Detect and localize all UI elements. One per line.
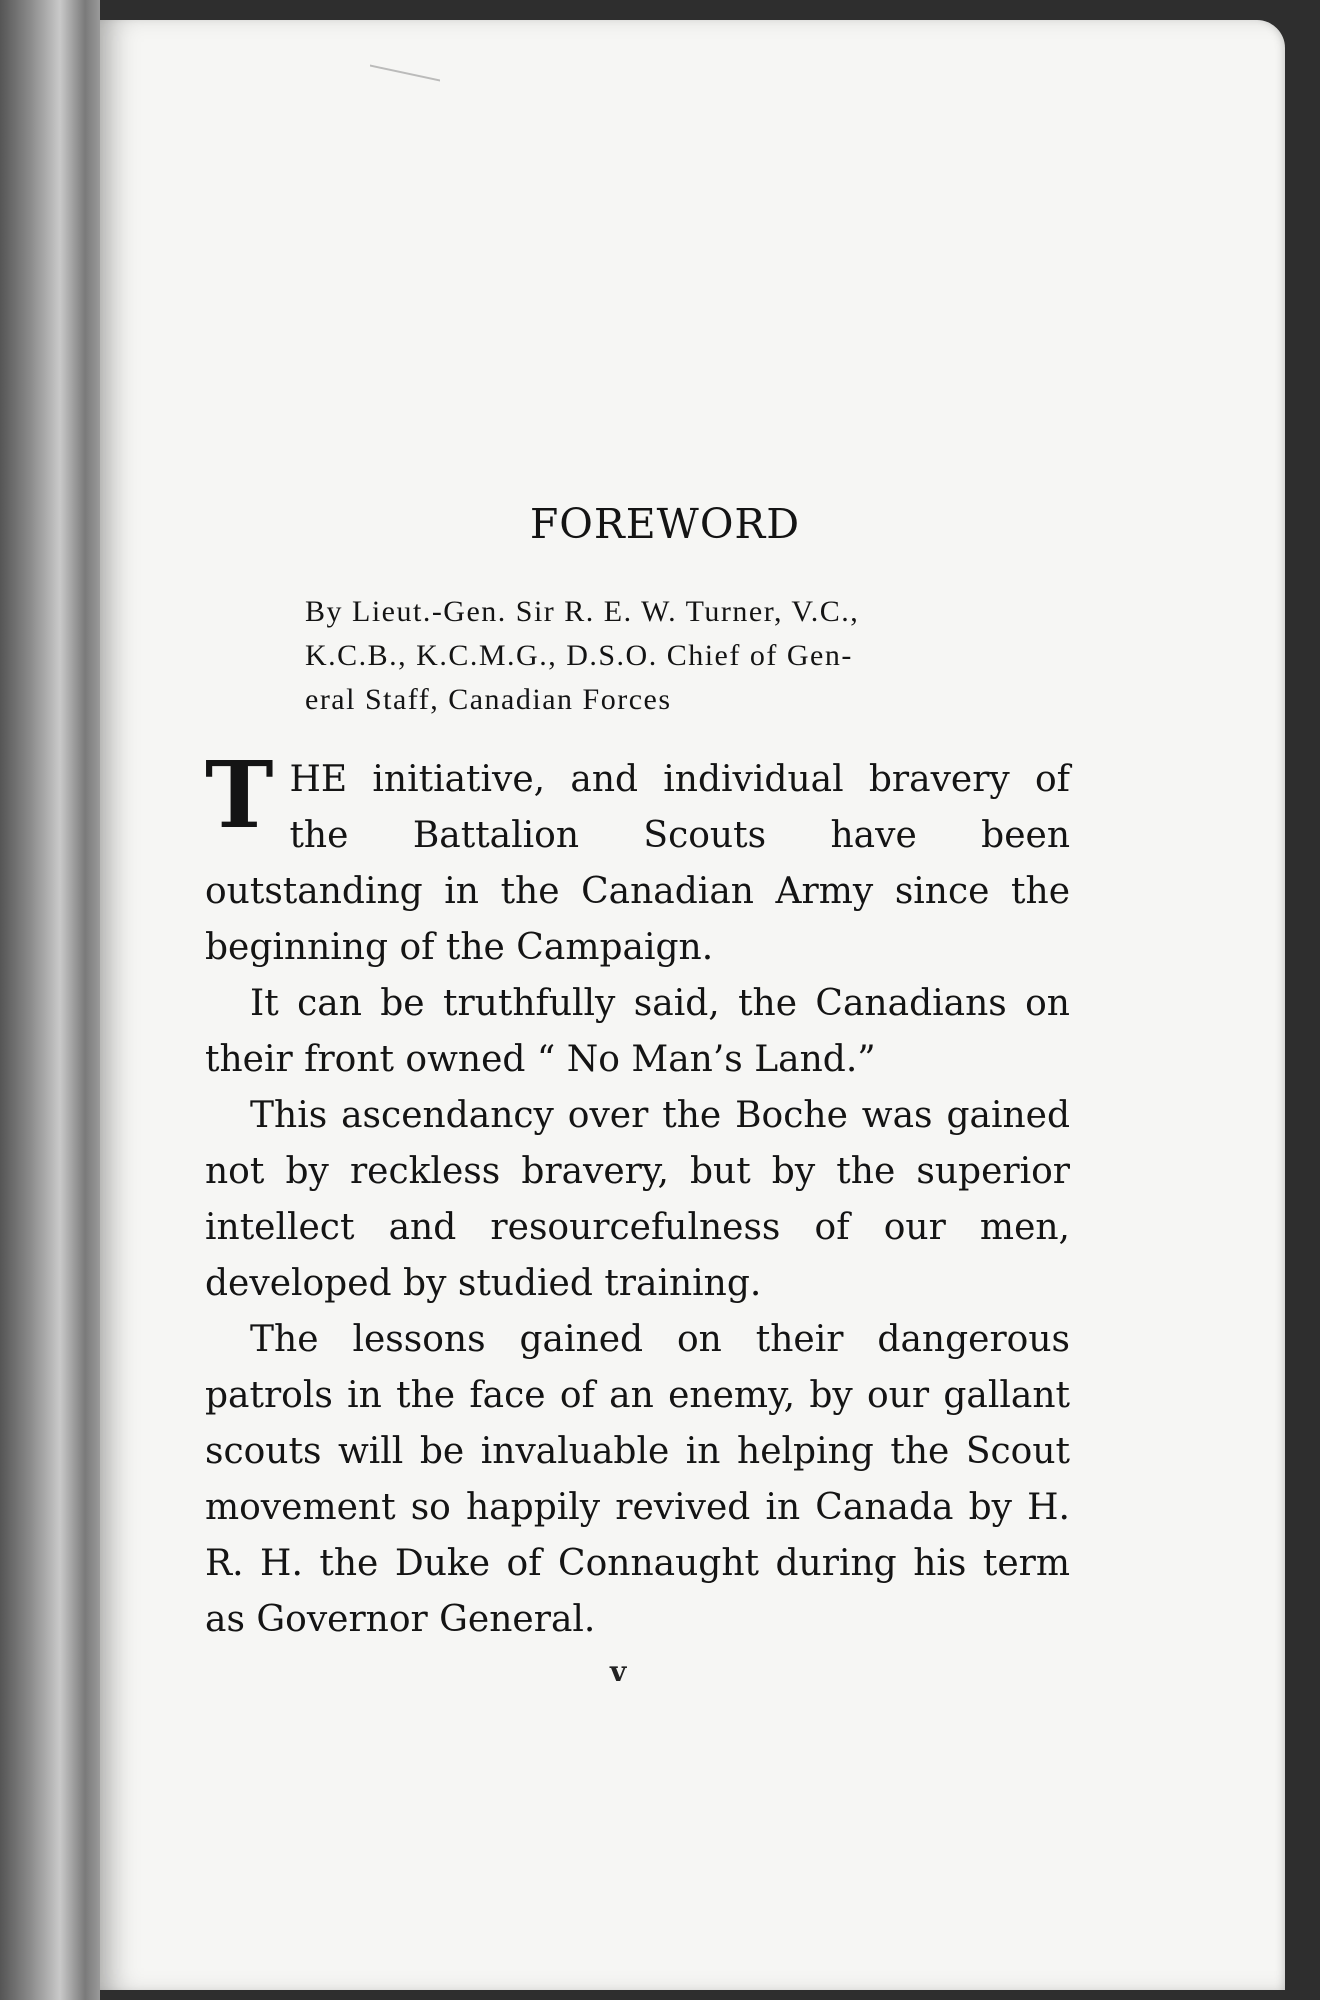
paragraph-4: The lessons gained on their dangerous patrols in the face of an enemy, by our gallant scouts will be invaluable in helping the Scout movement so happily revived in Canada by H. R. H. the Duke of Connaught during his term as Governor General. [205, 1319, 1070, 1640]
paragraph-3: This ascendancy over the Boche was gained not by reckless bravery, but by the superior intellect and resourcefulness of our men, developed by studied training. [205, 1095, 1070, 1304]
foreword-body [205, 741, 1070, 1648]
byline-line-2: K.C.B., K.C.M.G., D.S.O. Chief of Gen- [305, 639, 853, 672]
paragraph-2: It can be truthfully said, the Canadians on their front owned “ No Man’s Land.” [205, 983, 1070, 1080]
author-byline [255, 590, 1070, 722]
paragraph-1 [205, 741, 1070, 976]
drop-cap: T [205, 741, 274, 849]
byline-line-3: eral Staff, Canadian Forces [305, 683, 672, 716]
scan-background-edge [1285, 0, 1320, 2000]
binding-edge [0, 0, 100, 2000]
foreword-text-block [205, 500, 1070, 1648]
page-title: FOREWORD [529, 500, 801, 548]
byline-line-1: By Lieut.-Gen. Sir R. E. W. Turner, V.C., [305, 595, 860, 628]
page-number: v [610, 1655, 627, 1688]
page-crease [370, 35, 440, 82]
paragraph-1-text: HE initiative, and individual bravery of the Battalion Scouts have been outstanding in the Canadian Army since the beginning of the Campaign. [205, 759, 1070, 968]
